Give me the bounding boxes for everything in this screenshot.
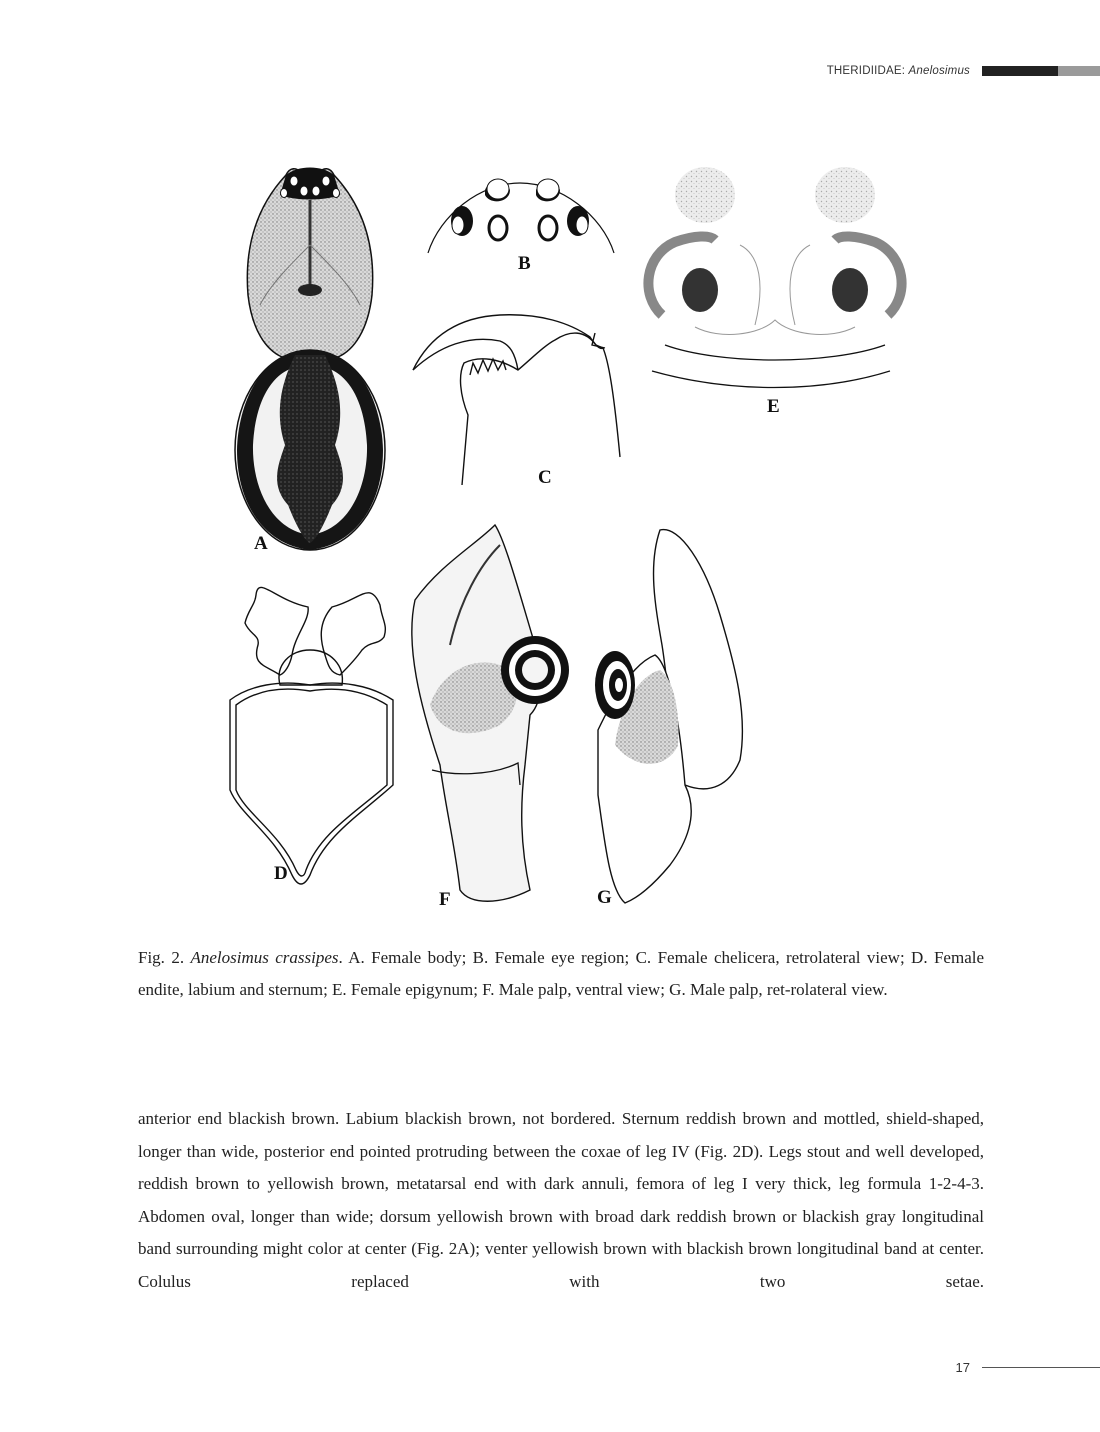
figure-illustrations [200, 145, 1000, 925]
header-genus: Anelosimus [908, 65, 970, 77]
figure-label-e: E [767, 396, 780, 417]
caption-fig-number: Fig. 2. [138, 948, 185, 967]
footer-rule [982, 1367, 1100, 1368]
caption-text: . A. Female body; B. Female eye region; C. Female chelicera, retrolateral view; D. Female endite, labium and sternum; E. Female epigynum; F. Male palp, ventral view; G. Male palp, ret-rolateral view. [138, 948, 985, 999]
figure-label-d: D [274, 863, 288, 884]
figure-f-male-palp-ventral [412, 525, 569, 901]
figure-c-chelicera [413, 315, 620, 485]
figure-label-f: F [439, 889, 451, 910]
figure-plate [200, 145, 1000, 925]
figure-label-a: A [254, 533, 268, 554]
figure-a-female-body [235, 168, 385, 551]
figure-d-sternum [230, 587, 393, 884]
figure-e-epigynum [648, 167, 901, 388]
body-paragraph: anterior end blackish brown. Labium blackish brown, not bordered. Sternum reddish brown and mottled, shield-shaped, longer than wide, posterior end pointed protruding between the coxae of leg IV (Fig. 2D). Legs stout and well developed, reddish brown to yellowish brown, metatarsal end with dark annuli, femora of leg I very thick, leg formula 1-2-4-3. Abdomen oval, longer than wide; dorsum yellowish brown with broad dark reddish brown or blackish gray longitudinal band surrounding might color at center (Fig. 2A); venter yellowish brown with blackish brown longitudinal band at center. Colulus replaced with two setae. [138, 1109, 984, 1291]
header-bar-dark [982, 66, 1058, 76]
header-bar-gray [1058, 66, 1100, 76]
figure-g-male-palp-retrolateral [595, 530, 742, 903]
figure-label-g: G [597, 887, 612, 908]
header-family: THERIDIIDAE: [826, 65, 906, 77]
figure-b-eye-region [428, 179, 614, 253]
page-footer [956, 1360, 1100, 1375]
page-number: 17 [955, 1360, 970, 1375]
figure-label-b: B [518, 253, 531, 274]
figure-caption [138, 942, 984, 1006]
running-header [827, 63, 1100, 79]
caption-species: Anelosimus crassipes [190, 948, 339, 967]
running-header-text [827, 65, 970, 77]
figure-label-c: C [538, 467, 552, 488]
